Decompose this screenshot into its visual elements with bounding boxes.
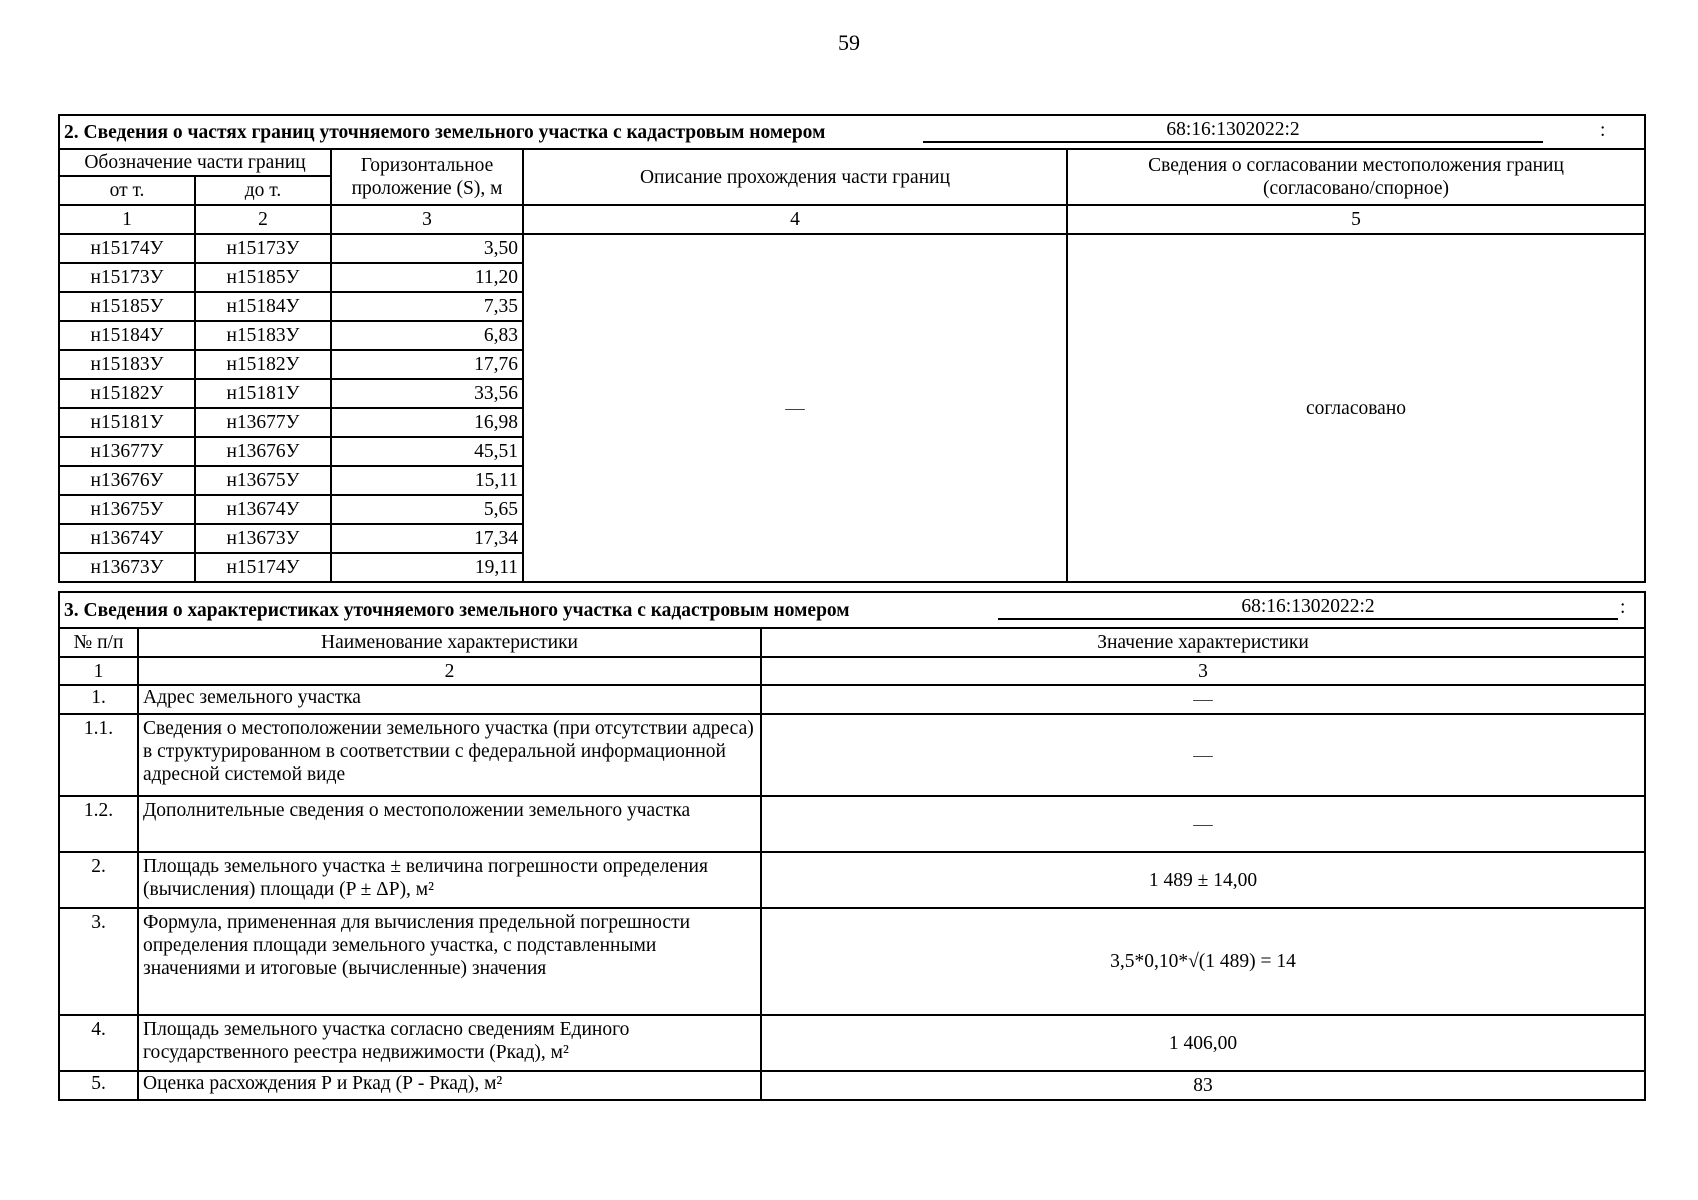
row-from: н13677У — [59, 437, 195, 466]
header-agreement-line1: Сведения о согласовании местоположения границ — [1148, 155, 1564, 176]
column-number-4: 4 — [523, 205, 1067, 234]
header-num: № п/п — [59, 628, 138, 657]
row-to: н15181У — [195, 379, 331, 408]
row-horizontal: 6,83 — [331, 321, 523, 350]
column-number-1: 1 — [59, 657, 138, 685]
header-agreement — [1067, 149, 1645, 205]
row-num: 2. — [59, 852, 138, 908]
section2-header — [59, 115, 1645, 149]
row-name: Дополнительные сведения о местоположении земельного участка — [138, 796, 761, 852]
row-horizontal: 11,20 — [331, 263, 523, 292]
section3-title: 3. Сведения о характеристиках уточняемого земельного участка с кадастровым номером — [64, 599, 850, 621]
row-num: 1.1. — [59, 714, 138, 796]
row-horizontal: 16,98 — [331, 408, 523, 437]
characteristics-table — [58, 591, 1646, 1101]
table-row — [59, 796, 1645, 852]
header-horizontal — [331, 149, 523, 205]
row-to: н13673У — [195, 524, 331, 553]
table-row — [59, 852, 1645, 908]
row-to: н15185У — [195, 263, 331, 292]
table-row — [59, 685, 1645, 714]
table-row — [59, 234, 1645, 263]
section3-colon: : — [1620, 597, 1626, 618]
row-value: 3,5*0,10*√(1 489) = 14 — [761, 908, 1645, 1015]
header-value: Значение характеристики — [761, 628, 1645, 657]
row-horizontal: 3,50 — [331, 234, 523, 263]
row-to: н15173У — [195, 234, 331, 263]
row-from: н15184У — [59, 321, 195, 350]
header-to: до т. — [195, 176, 331, 205]
section3-header — [59, 592, 1645, 628]
page-number: 59 — [838, 30, 860, 55]
row-to: н15184У — [195, 292, 331, 321]
row-from: н15174У — [59, 234, 195, 263]
row-horizontal: 17,34 — [331, 524, 523, 553]
column-number-2: 2 — [195, 205, 331, 234]
row-name: Адрес земельного участка — [138, 685, 761, 714]
row-from: н15183У — [59, 350, 195, 379]
row-horizontal: 7,35 — [331, 292, 523, 321]
column-number-2: 2 — [138, 657, 761, 685]
row-from: н13673У — [59, 553, 195, 582]
column-number-3: 3 — [761, 657, 1645, 685]
row-to: н15174У — [195, 553, 331, 582]
row-to: н15182У — [195, 350, 331, 379]
row-name: Сведения о местоположении земельного участка (при отсутствии адреса) в структурированном в соответствии с федеральной информационной адресной системой виде — [138, 714, 761, 796]
row-num: 1.2. — [59, 796, 138, 852]
row-value: — — [761, 796, 1645, 852]
header-horizontal-line2: проложение (S), м — [351, 178, 503, 199]
row-name: Площадь земельного участка ± величина погрешности определения (вычисления) площади (P ± ΔP), м² — [138, 852, 761, 908]
row-num: 1. — [59, 685, 138, 714]
row-to: н13676У — [195, 437, 331, 466]
header-horizontal-line1: Горизонтальное — [360, 155, 494, 176]
row-name: Площадь земельного участка согласно сведениям Единого государственного реестра недвижимости (Ркад), м² — [138, 1015, 761, 1071]
row-to: н13674У — [195, 495, 331, 524]
column-number-3: 3 — [331, 205, 523, 234]
row-value: — — [761, 685, 1645, 714]
row-value: 1 489 ± 14,00 — [761, 852, 1645, 908]
row-from: н13676У — [59, 466, 195, 495]
boundary-parts-table — [58, 114, 1646, 583]
row-to: н15183У — [195, 321, 331, 350]
row-from: н15173У — [59, 263, 195, 292]
section2-colon: : — [1600, 120, 1606, 141]
table-row — [59, 908, 1645, 1015]
agreement-value: согласовано — [1067, 234, 1645, 582]
row-to: н13675У — [195, 466, 331, 495]
table-row — [59, 1071, 1645, 1100]
row-horizontal: 33,56 — [331, 379, 523, 408]
row-num: 4. — [59, 1015, 138, 1071]
table-row — [59, 714, 1645, 796]
row-horizontal: 19,11 — [331, 553, 523, 582]
column-number-5: 5 — [1067, 205, 1645, 234]
header-agreement-line2: (согласовано/спорное) — [1262, 178, 1450, 199]
section2-cadastral-number: 68:16:1302022:2 — [923, 118, 1543, 143]
section3-cadastral-number: 68:16:1302022:2 — [998, 595, 1618, 620]
row-horizontal: 15,11 — [331, 466, 523, 495]
row-horizontal: 45,51 — [331, 437, 523, 466]
row-value: 1 406,00 — [761, 1015, 1645, 1071]
row-name: Формула, примененная для вычисления предельной погрешности определения площади земельного участка, с подставленными значениями и итоговые (вычисленные) значения — [138, 908, 761, 1015]
row-from: н15182У — [59, 379, 195, 408]
row-name: Оценка расхождения Р и Ркад (Р - Ркад), м² — [138, 1071, 761, 1100]
row-to: н13677У — [195, 408, 331, 437]
row-from: н13675У — [59, 495, 195, 524]
header-description: Описание прохождения части границ — [523, 149, 1067, 205]
row-from: н15181У — [59, 408, 195, 437]
row-from: н15185У — [59, 292, 195, 321]
row-horizontal: 5,65 — [331, 495, 523, 524]
row-value: 83 — [761, 1071, 1645, 1100]
row-from: н13674У — [59, 524, 195, 553]
row-horizontal: 17,76 — [331, 350, 523, 379]
header-part-designation: Обозначение части границ — [59, 149, 331, 176]
header-name: Наименование характеристики — [138, 628, 761, 657]
column-number-1: 1 — [59, 205, 195, 234]
row-num: 5. — [59, 1071, 138, 1100]
table-row — [59, 1015, 1645, 1071]
section2-title: 2. Сведения о частях границ уточняемого земельного участка с кадастровым номером — [64, 121, 826, 143]
row-num: 3. — [59, 908, 138, 1015]
description-value: — — [523, 234, 1067, 582]
header-from: от т. — [59, 176, 195, 205]
row-value: — — [761, 714, 1645, 796]
